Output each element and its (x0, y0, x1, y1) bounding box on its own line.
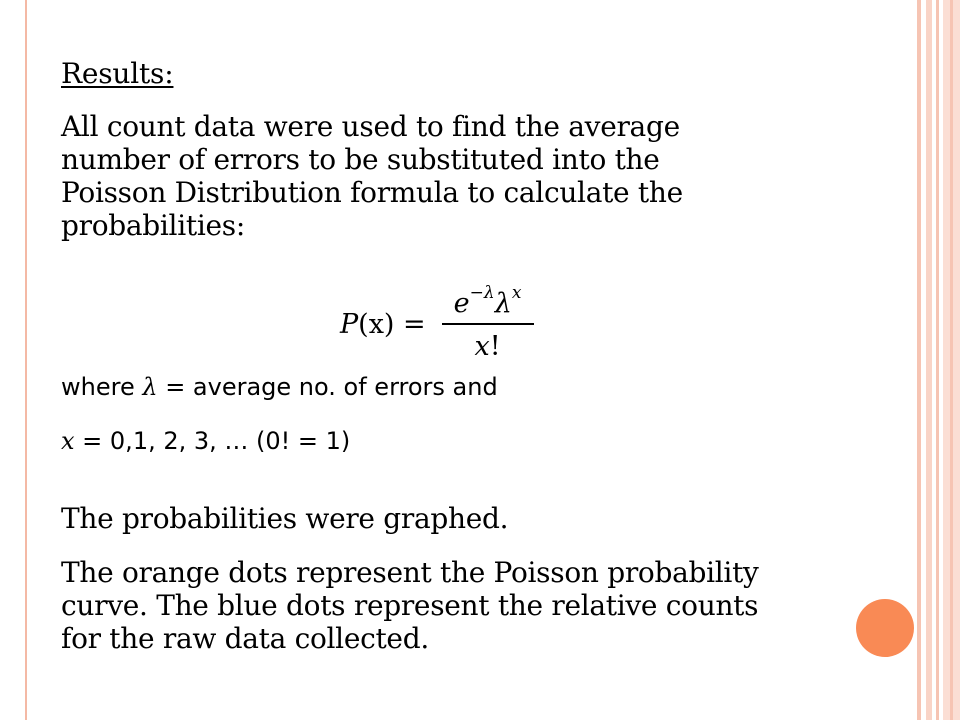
formula-lhs (340, 309, 426, 340)
x-symbol: x (61, 427, 75, 455)
formula-num-exp: −λ (469, 282, 495, 303)
intro-paragraph (61, 110, 917, 242)
left-border-line (25, 0, 27, 720)
intro-line: All count data were used to find the average (61, 110, 680, 143)
legend-line: The orange dots represent the Poisson probability (61, 556, 759, 589)
intro-line: probabilities: (61, 209, 245, 242)
formula-den-fact: ! (489, 330, 501, 362)
right-stripe (917, 0, 921, 720)
formula-lhs-var: P (340, 308, 359, 340)
graphed-paragraph: The probabilities were graphed. (61, 502, 509, 535)
formula-lhs-arg: (x) = (358, 308, 426, 340)
formula-num-lambda: λ (494, 287, 512, 319)
x-values: = 0,1, 2, 3, … (0! = 1) (74, 427, 351, 455)
formula-den-var: x (474, 330, 490, 362)
right-stripe (936, 0, 939, 720)
where-line (61, 370, 498, 404)
formula-fraction (440, 282, 536, 362)
lambda-symbol: λ (142, 373, 158, 401)
where-prefix: where (61, 373, 143, 401)
intro-line: number of errors to be substituted into the (61, 143, 660, 176)
formula-num-lambda-exp: x (511, 282, 522, 303)
right-stripe (926, 0, 932, 720)
formula-denominator (474, 325, 500, 362)
right-stripe (950, 0, 953, 720)
legend-line: curve. The blue dots represent the relative counts (61, 589, 759, 622)
poisson-formula (340, 276, 535, 372)
where-suffix: = average no. of errors and (157, 373, 498, 401)
results-heading: Results: (61, 57, 174, 90)
formula-numerator (440, 282, 536, 323)
legend-line: for the raw data collected. (61, 622, 429, 655)
orange-accent-dot (856, 599, 914, 657)
intro-line: Poisson Distribution formula to calculate the (61, 176, 683, 209)
formula-num-base: e (453, 287, 470, 319)
x-values-line (61, 424, 350, 458)
legend-paragraph (61, 556, 917, 655)
